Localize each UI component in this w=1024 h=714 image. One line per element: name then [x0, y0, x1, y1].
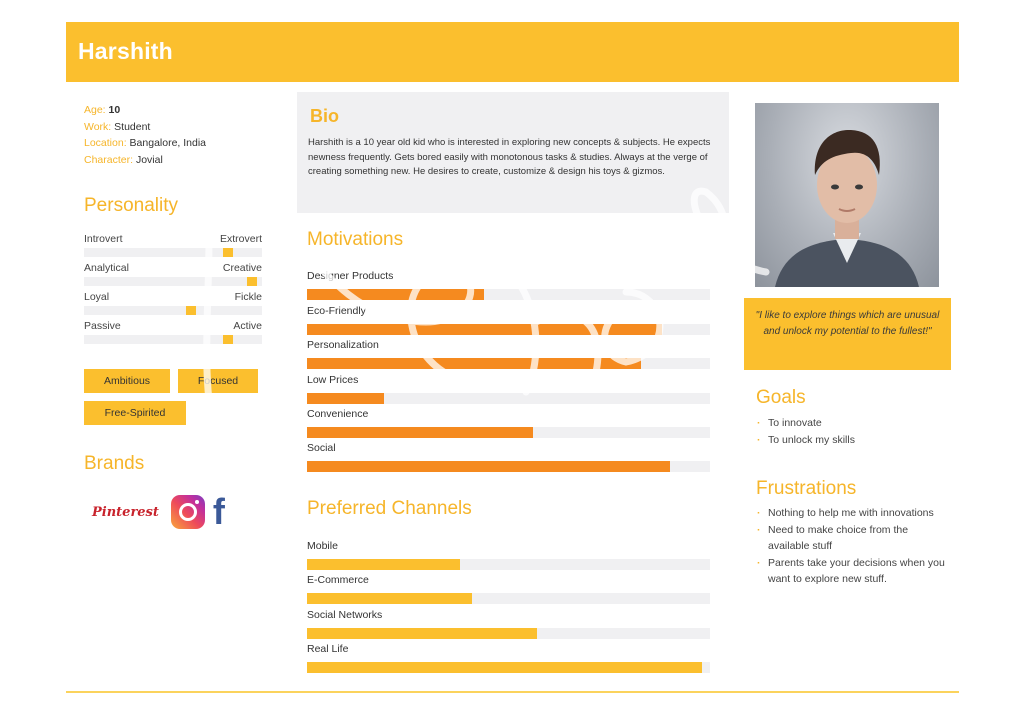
bar-track	[307, 324, 710, 335]
trait-introvert-extrovert	[84, 233, 262, 255]
persona-card	[66, 22, 959, 693]
motivation-convenience	[307, 408, 710, 440]
bar-label: Mobile	[307, 540, 338, 552]
meta-age: Age: 10	[84, 104, 121, 116]
persona-photo	[755, 103, 939, 287]
pinterest-icon: Pinterest	[92, 504, 159, 520]
bar-label: Social	[307, 442, 336, 454]
list-item: · Nothing to help me with innovations	[756, 505, 946, 522]
trait-left-label: Passive	[84, 320, 121, 332]
bar-label: Low Prices	[307, 374, 359, 386]
motivation-social	[307, 442, 710, 474]
trait-right-label: Creative	[222, 262, 262, 274]
tag-focused: Focused	[178, 369, 258, 393]
bar-label: Real Life	[307, 643, 349, 655]
bar-label: Convenience	[307, 408, 369, 420]
trait-marker	[186, 306, 196, 315]
trait-left-label: Loyal	[84, 291, 110, 303]
list-item: · To unlock my skills	[756, 432, 946, 449]
bio-title: Bio	[310, 106, 339, 126]
trait-right-label: Active	[233, 320, 262, 332]
motivation-low-prices	[307, 374, 710, 406]
list-item: · Need to make choice from the available stuff	[756, 522, 946, 555]
trait-track	[84, 335, 262, 344]
bio-text: Harshith is a 10 year old kid who is interested in exploring new concepts & subjects. He expects newness frequently. Gets bored easily with monotonous tasks & studies. Always at the verge of creating something new. He desires to create, customize & design his toys & gizmos.	[308, 137, 711, 177]
bar-track	[307, 662, 710, 673]
trait-marker	[223, 335, 233, 344]
trait-marker	[247, 277, 257, 286]
brands-title: Brands	[84, 453, 145, 474]
bar-track	[307, 393, 710, 404]
channel-mobile	[307, 540, 710, 572]
bar-label: E-Commerce	[307, 574, 369, 586]
trait-right-label: Extrovert	[219, 233, 262, 245]
persona-header	[66, 22, 959, 82]
bar-track	[307, 289, 710, 300]
goals-title: Goals	[756, 387, 806, 408]
tag-ambitious: Ambitious	[84, 369, 170, 393]
instagram-icon	[171, 495, 205, 529]
trait-analytical-creative	[84, 262, 262, 284]
personality-title: Personality	[84, 195, 178, 216]
channel-real-life	[307, 643, 710, 675]
channels-title: Preferred Channels	[307, 498, 472, 519]
persona-quote: "I like to explore things which are unusual and unlock my potential to the fullest!"	[744, 298, 951, 370]
brands-logos	[92, 491, 225, 532]
meta-work: Work: Student	[84, 120, 151, 133]
bar-track	[307, 427, 710, 438]
bar-fill	[307, 662, 702, 673]
persona-portrait-illustration	[755, 103, 939, 287]
trait-left-label: Analytical	[84, 262, 129, 274]
trait-passive-active	[84, 320, 262, 342]
bar-fill	[307, 559, 460, 570]
trait-right-label: Fickle	[234, 291, 262, 303]
motivation-personalization	[307, 339, 710, 371]
channel-social-networks	[307, 609, 710, 641]
bar-fill	[307, 461, 670, 472]
bar-fill	[307, 358, 641, 369]
trait-left-label: Introvert	[84, 233, 123, 245]
motivation-eco-friendly	[307, 305, 710, 337]
persona-meta	[84, 102, 206, 168]
bar-track	[307, 358, 710, 369]
frustrations-title: Frustrations	[756, 478, 857, 499]
persona-name: Harshith	[78, 38, 173, 64]
bar-fill	[307, 427, 533, 438]
bar-fill	[307, 324, 662, 335]
bar-fill	[307, 628, 537, 639]
trait-track	[84, 306, 262, 315]
list-item: · To innovate	[756, 415, 946, 432]
bar-label: Eco-Friendly	[307, 305, 366, 317]
bar-fill	[307, 289, 484, 300]
trait-marker	[223, 248, 233, 257]
bar-label: Personalization	[307, 339, 379, 351]
bar-track	[307, 461, 710, 472]
trait-loyal-fickle	[84, 291, 262, 313]
bio-panel	[297, 92, 729, 213]
bar-track	[307, 593, 710, 604]
bar-label: Social Networks	[307, 609, 383, 621]
frustrations-list	[756, 505, 946, 588]
facebook-icon: f	[212, 491, 225, 532]
list-item: · Parents take your decisions when you want to explore new stuff.	[756, 555, 946, 588]
channel-e-commerce	[307, 574, 710, 606]
trait-track	[84, 277, 262, 286]
bar-fill	[307, 393, 384, 404]
motivations-title: Motivations	[307, 229, 404, 250]
bar-fill	[307, 593, 472, 604]
goals-list	[756, 415, 946, 448]
bar-label: Designer Products	[307, 270, 394, 282]
meta-character: Character: Jovial	[84, 153, 163, 166]
bar-track	[307, 628, 710, 639]
motivation-designer-products	[307, 270, 710, 302]
bar-track	[307, 559, 710, 570]
meta-location: Location: Bangalore, India	[84, 137, 207, 149]
trait-track	[84, 248, 262, 257]
tag-free-spirited: Free-Spirited	[84, 401, 186, 425]
